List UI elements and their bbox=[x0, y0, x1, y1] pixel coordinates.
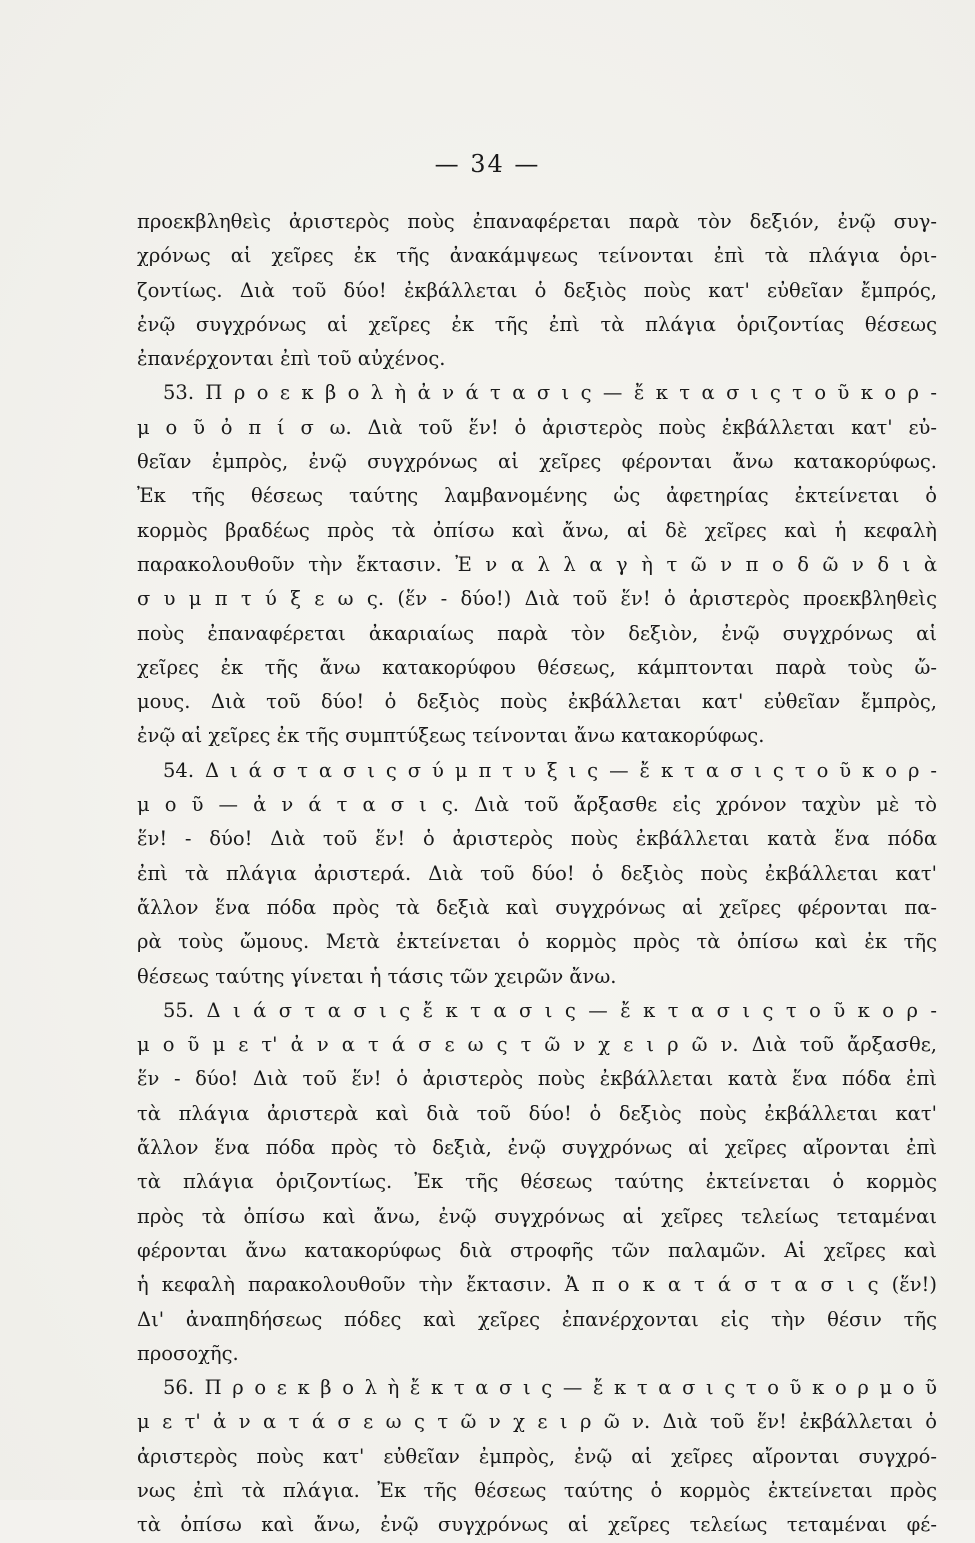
text-line: ἐπανέρχονται ἐπὶ τοῦ αὐχένος. bbox=[137, 347, 446, 371]
text-line: 53. Π ρ ο ε κ β ο λ ὴ ἀ ν ά τ α σ ι ς — ἔ κ τ α σ ι ς τ ο ῦ κ ο ρ - bbox=[163, 381, 937, 405]
text-line: ρὰ τοὺς ὤμους. Μετὰ ἐκτείνεται ὁ κορμὸς πρὸς τὰ ὀπίσω καὶ ἐκ τῆς bbox=[137, 930, 937, 954]
text-line: θέσεως ταύτης γίνεται ἡ τάσις τῶν χειρῶν ἄνω. bbox=[137, 964, 617, 988]
text-line: Ἐκ τῆς θέσεως ταύτης λαμβανομένης ὡς ἀφετηρίας ἐκτείνεται ὁ bbox=[137, 484, 937, 508]
text-line: χεῖρες ἐκ τῆς ἄνω κατακορύφου θέσεως, κάμπτονται παρὰ τοὺς ὤ- bbox=[137, 655, 937, 679]
text-line: προσοχῆς. bbox=[137, 1341, 239, 1365]
text-line: ἄλλον ἕνα πόδα πρὸς τὸ δεξιὰ, ἐνῷ συγχρόνως αἱ χεῖρες αἴρονται ἐπὶ bbox=[137, 1136, 937, 1160]
text-line: προεκβληθεὶς ἀριστερὸς ποὺς ἐπαναφέρεται παρὰ τὸν δεξιόν, ἐνῷ συγ- bbox=[137, 210, 937, 233]
text-line: ἀριστερὸς ποὺς κατ' εὐθεῖαν ἐμπρὸς, ἐνῷ αἱ χεῖρες αἴρονται συγχρό- bbox=[137, 1444, 937, 1468]
text-line: ποὺς ἐπαναφέρεται ἀκαριαίως παρὰ τὸν δεξιὸν, ἐνῷ συγχρόνως αἱ bbox=[137, 621, 937, 645]
text-line: κορμὸς βραδέως πρὸς τὰ ὀπίσω καὶ ἄνω, αἱ δὲ χεῖρες καὶ ἡ κεφαλὴ bbox=[137, 518, 937, 542]
text-line: ἐπὶ τὰ πλάγια ἀριστερά. Διὰ τοῦ δύο! ὁ δεξιὸς ποὺς ἐκβάλλεται κατ' bbox=[137, 861, 937, 885]
text-line: παρακολουθοῦν τὴν ἔκτασιν. Ἐ ν α λ λ α γ ὴ τ ῶ ν π ο δ ῶ ν δ ι ὰ bbox=[137, 552, 937, 576]
text-line: μ ο ῦ — ἀ ν ά τ α σ ι ς. Διὰ τοῦ ἄρξασθε εἰς χρόνον ταχὺν μὲ τὸ bbox=[137, 793, 937, 817]
text-line: 56. Π ρ ο ε κ β ο λ ὴ ἔ κ τ α σ ι ς — ἔ κ τ α σ ι ς τ ο ῦ κ ο ρ μ ο ῦ bbox=[163, 1376, 937, 1400]
text-line: πρὸς τὰ ὀπίσω καὶ ἄνω, ἐνῷ συγχρόνως αἱ χεῖρες τελείως τεταμέναι bbox=[137, 1204, 937, 1228]
text-line: θεῖαν ἐμπρὸς, ἐνῷ συγχρόνως αἱ χεῖρες φέρονται ἄνω κατακορύφως. bbox=[137, 450, 937, 474]
text-line: τὰ πλάγια ἀριστερὰ καὶ διὰ τοῦ δύο! ὁ δεξιὸς ποὺς ἐκβάλλεται κατ' bbox=[137, 1101, 937, 1125]
text-line: ἕν - δύο! Διὰ τοῦ ἕν! ὁ ἀριστερὸς ποὺς ἐκβάλλεται κατὰ ἕνα πόδα ἐπὶ bbox=[137, 1067, 937, 1091]
text-line: μ ε τ' ἀ ν α τ ά σ ε ω ς τ ῶ ν χ ε ι ρ ῶ ν. Διὰ τοῦ ἕν! ἐκβάλλεται ὁ bbox=[137, 1410, 937, 1434]
text-line: φέρονται ἄνω κατακορύφως διὰ στροφῆς τῶν παλαμῶν. Αἱ χεῖρες καὶ bbox=[137, 1238, 937, 1262]
text-line: μους. Διὰ τοῦ δύο! ὁ δεξιὸς ποὺς ἐκβάλλεται κατ' εὐθεῖαν ἔμπρὸς, bbox=[137, 690, 937, 714]
text-line: σ υ μ π τ ύ ξ ε ω ς. (ἕν - δύο!) Διὰ τοῦ ἕν! ὁ ἀριστερὸς προεκβληθεὶς bbox=[137, 587, 937, 611]
text-line: 54. Δ ι ά σ τ α σ ι ς σ ύ μ π τ υ ξ ι ς — ἔ κ τ α σ ι ς τ ο ῦ κ ο ρ - bbox=[163, 758, 937, 782]
text-line: χρόνως αἱ χεῖρες ἐκ τῆς ἀνακάμψεως τείνονται ἐπὶ τὰ πλάγια ὁρι- bbox=[137, 244, 937, 268]
text-line: ἐνῷ αἱ χεῖρες ἐκ τῆς συμπτύξεως τείνονται ἄνω κατακορύφως. bbox=[137, 724, 765, 748]
text-line: Δι' ἀναπηδήσεως πόδες καὶ χεῖρες ἐπανέρχονται εἰς τὴν θέσιν τῆς bbox=[137, 1307, 937, 1331]
text-line: ἡ κεφαλὴ παρακολουθοῦν τὴν ἔκτασιν. Ἀ π ο κ α τ ά σ τ α σ ι ς (ἕν!) bbox=[137, 1273, 937, 1297]
text-line: νως ἐπὶ τὰ πλάγια. Ἐκ τῆς θέσεως ταύτης ὁ κορμὸς ἐκτείνεται πρὸς bbox=[137, 1478, 937, 1502]
text-line: 55. Δ ι ά σ τ α σ ι ς ἔ κ τ α σ ι ς — ἔ κ τ α σ ι ς τ ο ῦ κ ο ρ - bbox=[163, 998, 937, 1022]
text-line: μ ο ῦ μ ε τ' ἀ ν α τ ά σ ε ω ς τ ῶ ν χ ε ι ρ ῶ ν. Διὰ τοῦ ἄρξασθε, bbox=[137, 1033, 937, 1057]
page-number: — 34 — bbox=[434, 150, 541, 178]
text-line: τὰ ὀπίσω καὶ ἄνω, ἐνῷ συγχρόνως αἱ χεῖρες τελείως τεταμέναι φέ- bbox=[137, 1513, 937, 1537]
text-line: μ ο ῦ ὀ π ί σ ω. Διὰ τοῦ ἕν! ὁ ἀριστερὸς ποὺς ἐκβάλλεται κατ' εὐ- bbox=[137, 415, 937, 439]
text-line: ζοντίως. Διὰ τοῦ δύο! ἐκβάλλεται ὁ δεξιὸς ποὺς κατ' εὐθεῖαν ἔμπρός, bbox=[137, 278, 937, 302]
text-line: ἄλλον ἕνα πόδα πρὸς τὰ δεξιὰ καὶ συγχρόνως αἱ χεῖρες φέρονται πα- bbox=[137, 895, 937, 919]
body-text bbox=[137, 205, 937, 1543]
text-line: ἐνῷ συγχρόνως αἱ χεῖρες ἐκ τῆς ἐπὶ τὰ πλάγια ὁριζοντίας θέσεως bbox=[137, 312, 937, 336]
text-line: τὰ πλάγια ὁριζοντίως. Ἐκ τῆς θέσεως ταύτης ἐκτείνεται ὁ κορμὸς bbox=[137, 1170, 937, 1194]
text-line: ἕν! - δύο! Διὰ τοῦ ἕν! ὁ ἀριστερὸς ποὺς ἐκβάλλεται κατὰ ἕνα πόδα bbox=[137, 827, 937, 851]
